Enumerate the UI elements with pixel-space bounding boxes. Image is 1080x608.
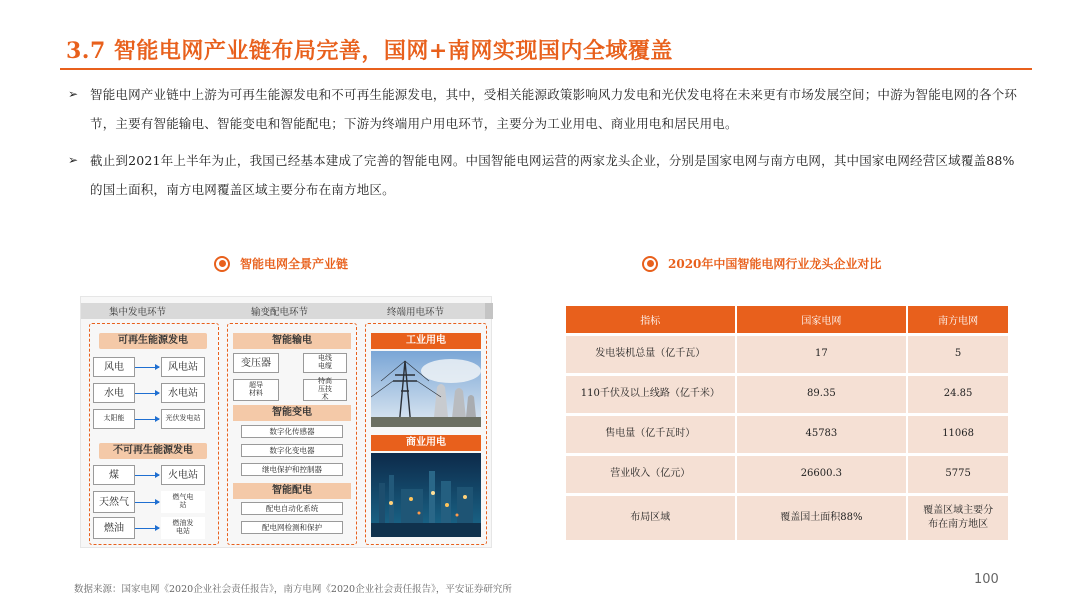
title-divider	[60, 68, 1032, 70]
table-cell: 24.85	[907, 374, 1009, 414]
table-cell: 发电装机总量（亿千瓦）	[566, 334, 736, 374]
transmission-item: 变压器	[233, 353, 279, 373]
arrow-bullet-icon: ➢	[68, 153, 79, 167]
table-row	[566, 334, 1009, 374]
left-section-label: 智能电网全景产业链	[240, 257, 349, 271]
industrial-header: 工业用电	[371, 333, 481, 349]
flow-arrow-icon	[135, 502, 159, 503]
table-cell: 布局区域	[566, 494, 736, 540]
banner-label-transmission: 输变配电环节	[251, 307, 309, 318]
source-node: 水电	[93, 383, 135, 403]
table-cell: 110千伏及以上线路（亿千米）	[566, 374, 736, 414]
table-cell: 17	[736, 334, 908, 374]
source-node: 太阳能	[93, 409, 135, 429]
industrial-photo-image	[371, 351, 481, 427]
commercial-header: 商业用电	[371, 435, 481, 451]
flow-arrow-icon	[135, 475, 159, 476]
table-cell: 营业收入（亿元）	[566, 454, 736, 494]
plant-node: 水电站	[161, 383, 205, 403]
left-section-heading	[214, 255, 348, 272]
target-icon	[214, 256, 230, 272]
arrow-bullet-icon: ➢	[68, 87, 79, 101]
transmission-item: 超导材料	[233, 379, 279, 401]
renewable-header: 可再生能源发电	[99, 333, 207, 349]
source-note: 数据来源：国家电网《2020企业社会责任报告》，南方电网《2020企业社会责任报告》，平安证券研究所	[74, 584, 512, 595]
bullet-text: 智能电网产业链中上游为可再生能源发电和不可再生能源发电，其中，受相关能源政策影响风力发电和光伏发电将在未来更有市场发展空间；中游为智能电网的各个环节，主要有智能输电、智能变电和智能配电；下游为终端用户用电环节，主要分为工业用电、商业用电和居民用电。	[90, 87, 1018, 131]
table-cell: 售电量（亿千瓦时）	[566, 414, 736, 454]
page-title: 3.7 智能电网产业链布局完善，国网+南网实现国内全域覆盖	[66, 38, 673, 64]
plant-node: 燃气电站	[161, 491, 205, 513]
source-node: 燃油	[93, 517, 135, 539]
flow-arrow-icon	[135, 393, 159, 394]
plant-node: 光伏发电站	[161, 409, 205, 429]
table-cell: 26600.3	[736, 454, 908, 494]
table-cell: 45783	[736, 414, 908, 454]
table-header-row	[566, 306, 1009, 334]
banner-label-terminal: 终端用电环节	[387, 307, 445, 318]
target-icon	[642, 256, 658, 272]
flow-arrow-icon	[135, 367, 159, 368]
smart-distribution-header: 智能配电	[233, 483, 351, 499]
table-cell: 89.35	[736, 374, 908, 414]
industry-chain-diagram	[80, 296, 492, 548]
bullet-item	[68, 80, 1024, 138]
source-node: 风电	[93, 357, 135, 377]
smart-substation-header: 智能变电	[233, 405, 351, 421]
distribution-item: 配电网检测和保护	[241, 521, 343, 534]
comparison-table	[566, 306, 1010, 540]
bullet-item	[68, 146, 1024, 204]
substation-item: 数字化传感器	[241, 425, 343, 438]
plant-node: 风电站	[161, 357, 205, 377]
flow-arrow-icon	[135, 528, 159, 529]
page-number: 100	[974, 572, 999, 587]
plant-node: 燃油发电站	[161, 517, 205, 539]
table-row	[566, 454, 1009, 494]
table-cell: 覆盖区域主要分布在南方地区	[907, 494, 1009, 540]
substation-item: 数字化变电器	[241, 444, 343, 457]
smart-transmission-header: 智能输电	[233, 333, 351, 349]
nonrenewable-header: 不可再生能源发电	[99, 443, 207, 459]
table-row	[566, 414, 1009, 454]
banner-label-generation: 集中发电环节	[109, 307, 167, 318]
table-row	[566, 374, 1009, 414]
column-header: 南方电网	[907, 306, 1009, 334]
table-cell: 5775	[907, 454, 1009, 494]
plant-node: 火电站	[161, 465, 205, 485]
bullet-list	[68, 80, 1024, 212]
substation-item: 继电保护和控制器	[241, 463, 343, 476]
table-cell: 覆盖国土面积88%	[736, 494, 908, 540]
transmission-item: 电线电缆	[303, 353, 347, 373]
table-cell: 11068	[907, 414, 1009, 454]
source-node: 天然气	[93, 491, 135, 513]
transmission-item: 特高压技术	[303, 379, 347, 401]
source-node: 煤	[93, 465, 135, 485]
commercial-photo-image	[371, 453, 481, 537]
column-header: 国家电网	[736, 306, 908, 334]
right-section-heading	[642, 255, 881, 272]
right-section-label: 2020年中国智能电网行业龙头企业对比	[668, 257, 882, 271]
bullet-text: 截止到2021年上半年为止，我国已经基本建成了完善的智能电网。中国智能电网运营的两家龙头企业，分别是国家电网与南方电网，其中国家电网经营区域覆盖88%的国土面积，南方电网覆盖区域主要分布在南方地区。	[90, 153, 1015, 197]
table-row	[566, 494, 1009, 540]
distribution-item: 配电自动化系统	[241, 502, 343, 515]
flow-arrow-icon	[135, 419, 159, 420]
table-cell: 5	[907, 334, 1009, 374]
column-header: 指标	[566, 306, 736, 334]
